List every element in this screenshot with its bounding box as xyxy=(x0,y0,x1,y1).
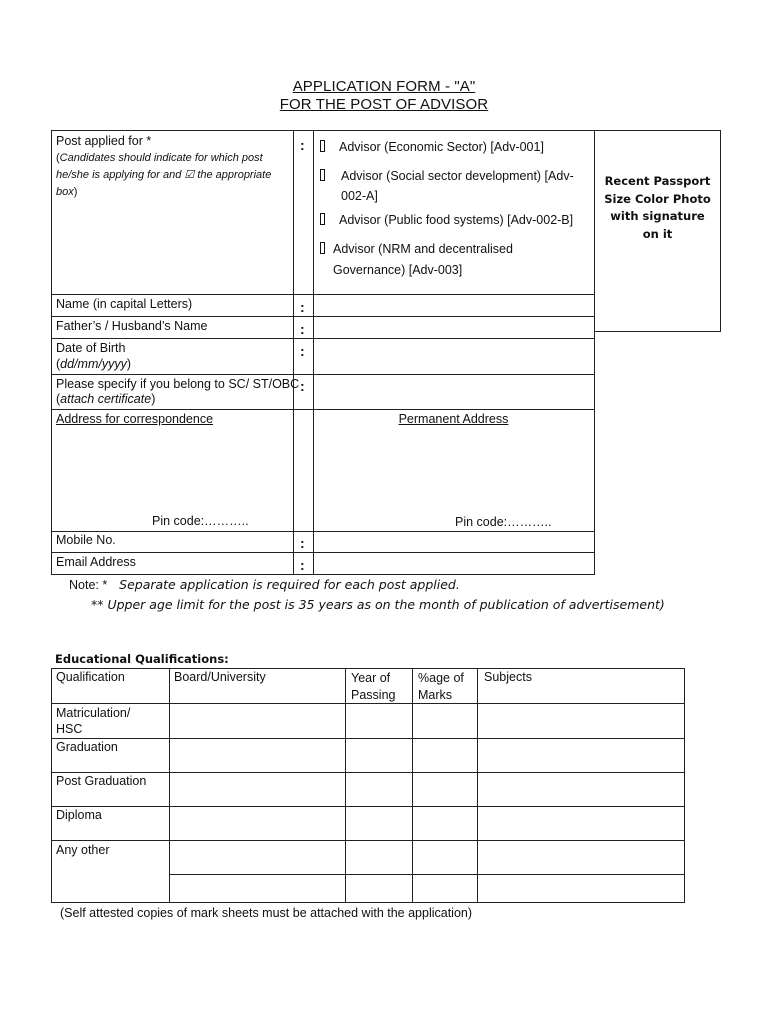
name-label: Name (in capital Letters) xyxy=(56,297,193,311)
dob-hint: (dd/mm/yyyy) xyxy=(56,357,132,371)
category-hint: (attach certificate) xyxy=(56,392,156,406)
father-colon: : xyxy=(300,321,305,337)
edu-row-any-other: Any other xyxy=(56,843,110,857)
edu-header-board: Board/University xyxy=(174,670,266,684)
option-adv-003[interactable]: Advisor (NRM and decentralised Governance) [Adv-003] xyxy=(320,239,590,260)
father-label: Father’s / Husband’s Name xyxy=(56,319,208,333)
address-correspondence-label: Address for correspondence xyxy=(56,412,214,426)
email-colon: : xyxy=(300,557,305,573)
edu-header-marks: %age of Marks xyxy=(418,671,464,702)
address-permanent-label: Permanent Address xyxy=(398,412,509,426)
edu-row-graduation: Graduation xyxy=(56,740,118,754)
email-label: Email Address xyxy=(56,555,136,569)
address-permanent-input[interactable] xyxy=(314,428,594,530)
note-1: Note: * Separate application is required for each post applied. xyxy=(69,577,460,592)
dob-input[interactable] xyxy=(314,339,594,374)
category-colon: : xyxy=(300,378,305,394)
edu-row-matriculation: Matriculation/ HSC xyxy=(56,706,131,736)
post-applied-label: Post applied for * xyxy=(56,134,152,148)
option-adv-001[interactable]: Advisor (Economic Sector) [Adv-001] xyxy=(320,140,590,155)
post-colon: : xyxy=(300,137,305,153)
option-adv-002-b[interactable]: Advisor (Public food systems) [Adv-002-B] xyxy=(320,213,590,228)
photo-box[interactable] xyxy=(594,130,721,332)
dob-label: Date of Birth xyxy=(56,341,126,355)
checkbox-adv-002-b[interactable] xyxy=(320,213,325,225)
category-label: Please specify if you belong to SC/ ST/OBC xyxy=(56,377,300,391)
education-footer-note: (Self attested copies of mark sheets must be attached with the application) xyxy=(60,906,473,920)
note-2: ** Upper age limit for the post is 35 years as on the month of publication of advertisement) xyxy=(91,597,665,612)
pin-code-correspondence: Pin code:……….. xyxy=(152,514,249,528)
father-input[interactable] xyxy=(314,317,594,338)
education-heading: Educational Qualifications: xyxy=(55,652,229,666)
checkbox-adv-002-a[interactable] xyxy=(320,169,325,181)
edu-row-post-graduation: Post Graduation xyxy=(56,774,147,788)
edu-header-year: Year of Passing xyxy=(351,671,396,702)
email-input[interactable] xyxy=(314,553,594,574)
name-input[interactable] xyxy=(314,295,594,316)
photo-box-text: Recent Passport Size Color Photo with signature on it xyxy=(604,174,711,241)
form-title: APPLICATION FORM - "A" xyxy=(292,78,476,95)
mobile-input[interactable] xyxy=(314,532,594,552)
mobile-colon: : xyxy=(300,535,305,551)
edu-header-qualification: Qualification xyxy=(56,670,125,684)
form-subtitle: FOR THE POST OF ADVISOR xyxy=(279,96,489,113)
option-adv-002-a[interactable]: Advisor (Social sector development) [Adv-002-A] xyxy=(320,166,590,186)
checkbox-adv-001[interactable] xyxy=(320,140,325,152)
category-input[interactable] xyxy=(314,375,594,409)
edu-row-diploma: Diploma xyxy=(56,808,102,822)
checkbox-adv-003[interactable] xyxy=(320,242,325,254)
pin-code-permanent: Pin code:……….. xyxy=(455,515,552,529)
edu-header-subjects: Subjects xyxy=(484,670,532,684)
mobile-label: Mobile No. xyxy=(56,533,116,547)
name-colon: : xyxy=(300,299,305,315)
post-instruction: (Candidates should indicate for which post he/she is applying for and ☑ the appropriate box) xyxy=(56,152,272,198)
dob-colon: : xyxy=(300,343,305,359)
